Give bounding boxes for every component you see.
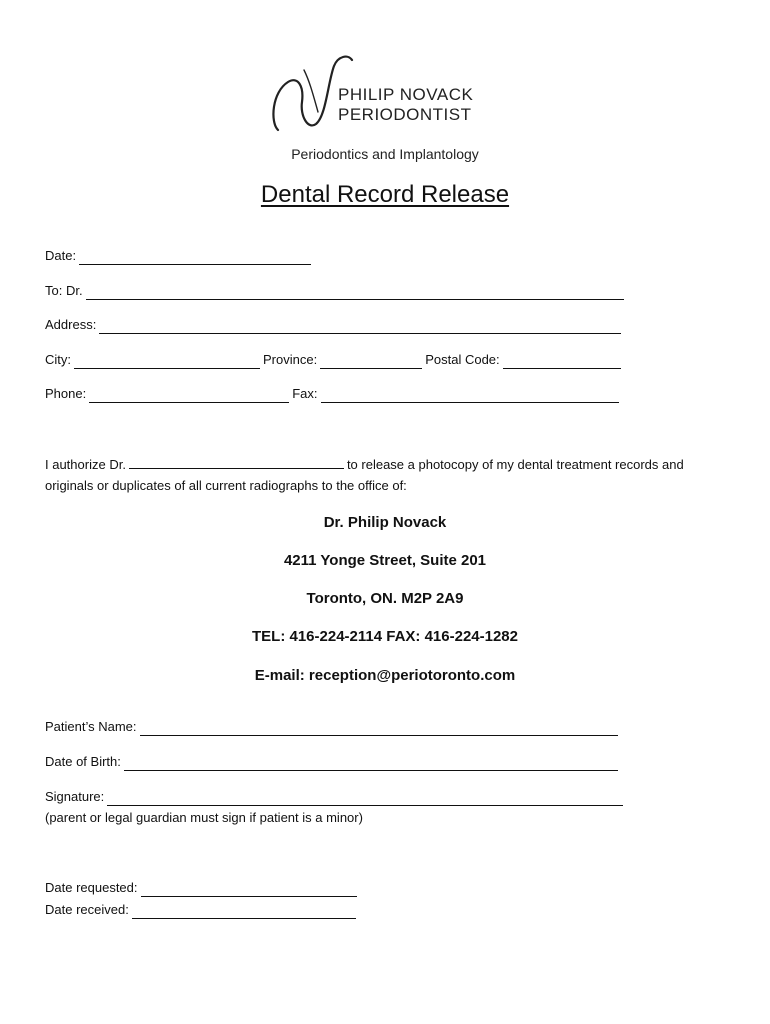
office-city: Toronto, ON. M2P 2A9 — [306, 590, 464, 607]
authorize-line2: originals or duplicates of all current radiographs to the office of: — [45, 478, 407, 493]
city-label: City: — [45, 352, 71, 367]
signature-row — [45, 788, 626, 806]
address-field[interactable] — [99, 320, 621, 334]
phone-field[interactable] — [89, 389, 289, 403]
postal-code-label: Postal Code: — [425, 352, 500, 367]
city-province-postal-row — [45, 351, 624, 369]
logo-line-title: PERIODONTIST — [338, 105, 472, 124]
date-received-row — [45, 901, 359, 919]
date-row — [45, 247, 314, 265]
province-label: Province: — [263, 352, 318, 367]
practice-logo — [268, 52, 508, 136]
date-label: Date: — [45, 248, 77, 263]
patient-name-label: Patient’s Name: — [45, 719, 137, 734]
address-label: Address: — [45, 317, 97, 332]
authorize-prefix: I authorize Dr. — [45, 457, 126, 472]
to-dr-label: To: Dr. — [45, 283, 83, 298]
logo-line-name: PHILIP NOVACK — [338, 85, 474, 104]
authorized-doctor-field[interactable] — [129, 456, 344, 469]
form-title: Dental Record Release — [260, 181, 510, 208]
practice-tagline: Periodontics and Implantology — [291, 146, 479, 162]
patient-name-row — [45, 718, 621, 736]
office-email: E-mail: reception@periotoronto.com — [254, 667, 516, 684]
dob-field[interactable] — [124, 757, 618, 771]
date-received-label: Date received: — [45, 902, 129, 917]
dob-label: Date of Birth: — [45, 754, 121, 769]
authorization-paragraph — [45, 454, 735, 496]
authorize-suffix: to release a photocopy of my dental treatment records and — [346, 457, 684, 472]
province-field[interactable] — [320, 355, 422, 369]
address-row — [45, 316, 624, 334]
office-name: Dr. Philip Novack — [323, 514, 447, 531]
fax-field[interactable] — [321, 389, 619, 403]
phone-label: Phone: — [45, 386, 87, 401]
signature-note: (parent or legal guardian must sign if patient is a minor) — [45, 810, 363, 825]
office-tel-fax: TEL: 416-224-2114 FAX: 416-224-1282 — [252, 628, 518, 645]
fax-label: Fax: — [292, 386, 318, 401]
dob-row — [45, 753, 621, 771]
date-received-field[interactable] — [132, 905, 356, 919]
date-requested-label: Date requested: — [45, 880, 138, 895]
to-dr-row — [45, 282, 627, 300]
signature-field[interactable] — [107, 792, 623, 806]
city-field[interactable] — [74, 355, 260, 369]
phone-fax-row — [45, 385, 622, 403]
signature-label: Signature: — [45, 789, 105, 804]
date-requested-field[interactable] — [141, 883, 357, 897]
patient-name-field[interactable] — [140, 722, 618, 736]
office-street: 4211 Yonge Street, Suite 201 — [283, 552, 487, 569]
date-field[interactable] — [79, 251, 311, 265]
to-dr-field[interactable] — [86, 286, 624, 300]
postal-code-field[interactable] — [503, 355, 621, 369]
date-requested-row — [45, 879, 360, 897]
